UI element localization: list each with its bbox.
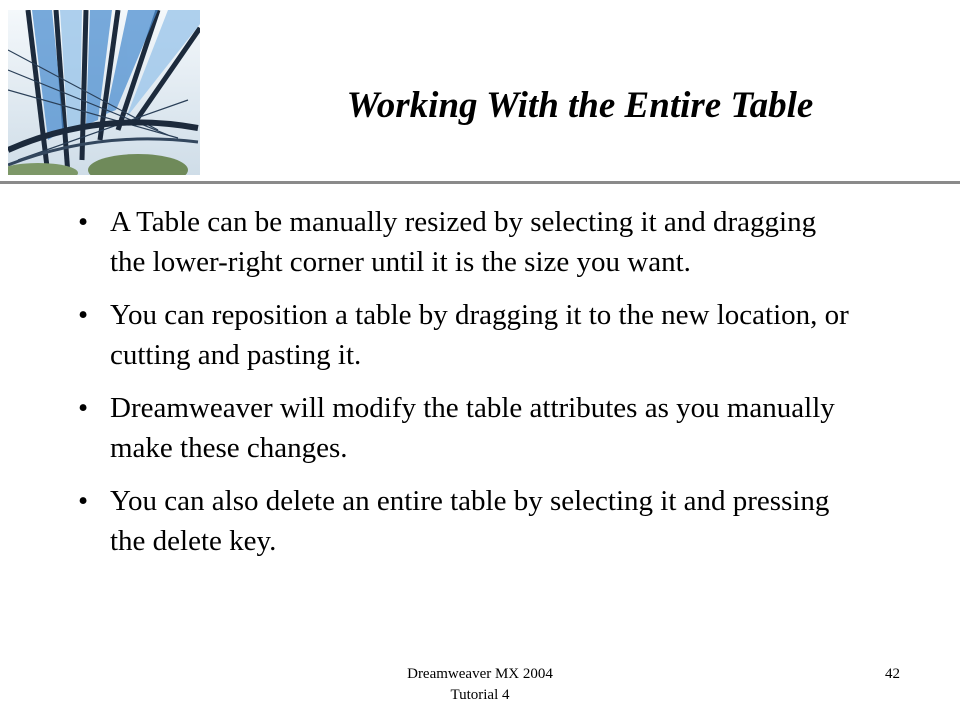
list-item	[78, 295, 858, 375]
bullet-icon: •	[78, 485, 89, 517]
slide-title: Working With the Entire Table	[346, 85, 814, 126]
bullet-icon: •	[78, 206, 89, 238]
footer-tutorial-number: Tutorial 4	[450, 687, 510, 703]
list-item	[78, 202, 858, 282]
footer-course-title: Dreamweaver MX 2004	[407, 666, 553, 682]
list-item	[78, 388, 858, 468]
bullet-text: You can also delete an entire table by selecting it and pressing the delete key.	[110, 485, 830, 557]
glass-structure-illustration	[8, 10, 200, 175]
bullet-icon: •	[78, 392, 89, 424]
bullet-list	[78, 202, 858, 574]
footer-course-info	[330, 664, 630, 706]
list-item	[78, 481, 858, 561]
bullet-text: You can reposition a table by dragging it to the new location, or cutting and pasting it.	[110, 299, 849, 371]
title-divider	[0, 181, 960, 184]
bullet-text: Dreamweaver will modify the table attributes as you manually make these changes.	[110, 392, 835, 464]
bullet-icon: •	[78, 299, 89, 331]
header-photo	[8, 10, 200, 175]
bullet-text: A Table can be manually resized by selecting it and dragging the lower-right corner until it is the size you want.	[110, 206, 817, 278]
page-number: 42	[885, 666, 900, 682]
